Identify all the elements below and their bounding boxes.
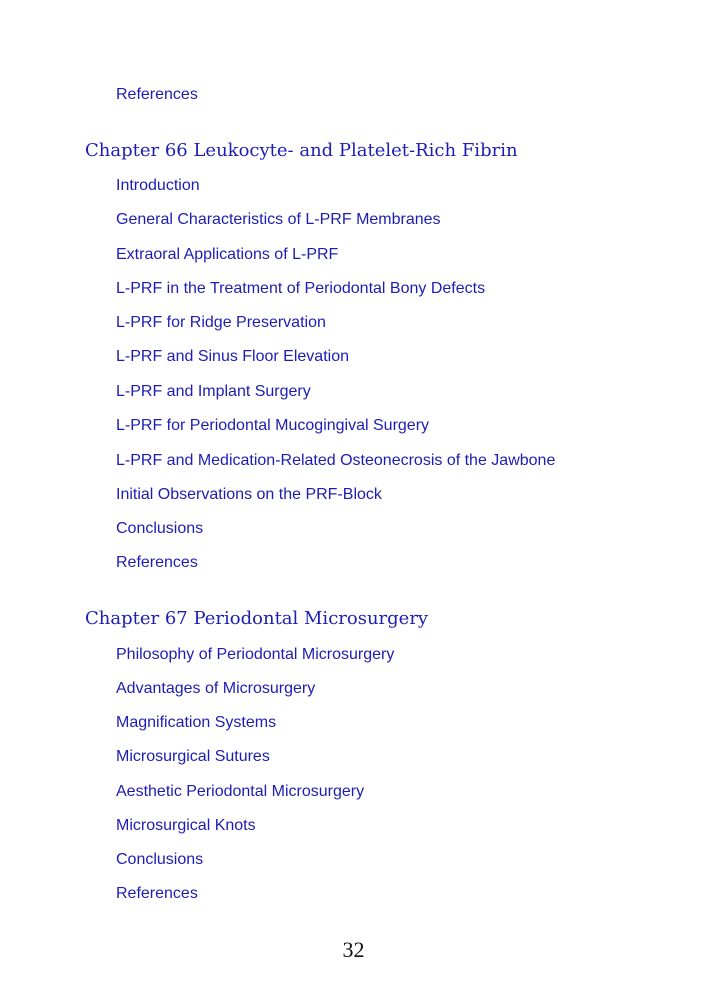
- toc-entry-magnification-systems[interactable]: Magnification Systems: [116, 714, 277, 731]
- toc-entry-references[interactable]: References: [116, 554, 198, 571]
- toc-entry-mucogingival-surgery[interactable]: L-PRF for Periodontal Mucogingival Surgery: [116, 417, 430, 434]
- toc-entry-conclusions[interactable]: Conclusions: [116, 520, 204, 537]
- toc-entry-references[interactable]: References: [116, 86, 198, 103]
- page-number: 32: [342, 937, 365, 962]
- toc-entry-references[interactable]: References: [116, 885, 198, 902]
- toc-entry-aesthetic-microsurgery[interactable]: Aesthetic Periodontal Microsurgery: [116, 783, 365, 800]
- toc-entry-prf-block[interactable]: Initial Observations on the PRF-Block: [116, 486, 382, 503]
- toc-entry-microsurgical-sutures[interactable]: Microsurgical Sutures: [116, 748, 270, 765]
- toc-entry-extraoral-applications[interactable]: Extraoral Applications of L-PRF: [116, 246, 339, 263]
- toc-entry-microsurgical-knots[interactable]: Microsurgical Knots: [116, 817, 256, 834]
- chapter-67-heading[interactable]: Chapter 67 Periodontal Microsurgery: [85, 608, 429, 629]
- toc-entry-periodontal-bony-defects[interactable]: L-PRF in the Treatment of Periodontal Bony Defects: [116, 280, 486, 297]
- chapter-66-heading[interactable]: Chapter 66 Leukocyte- and Platelet-Rich Fibrin: [85, 140, 518, 161]
- toc-entry-conclusions[interactable]: Conclusions: [116, 851, 204, 868]
- toc-entry-general-characteristics[interactable]: General Characteristics of L-PRF Membranes: [116, 211, 441, 228]
- toc-entry-ridge-preservation[interactable]: L-PRF for Ridge Preservation: [116, 314, 326, 331]
- toc-entry-osteonecrosis[interactable]: L-PRF and Medication-Related Osteonecrosis of the Jawbone: [116, 452, 556, 469]
- toc-entry-introduction[interactable]: Introduction: [116, 177, 200, 194]
- toc-entry-implant-surgery[interactable]: L-PRF and Implant Surgery: [116, 383, 311, 400]
- toc-entry-philosophy[interactable]: Philosophy of Periodontal Microsurgery: [116, 646, 395, 663]
- toc-entry-advantages[interactable]: Advantages of Microsurgery: [116, 680, 316, 697]
- toc-entry-sinus-floor-elevation[interactable]: L-PRF and Sinus Floor Elevation: [116, 348, 349, 365]
